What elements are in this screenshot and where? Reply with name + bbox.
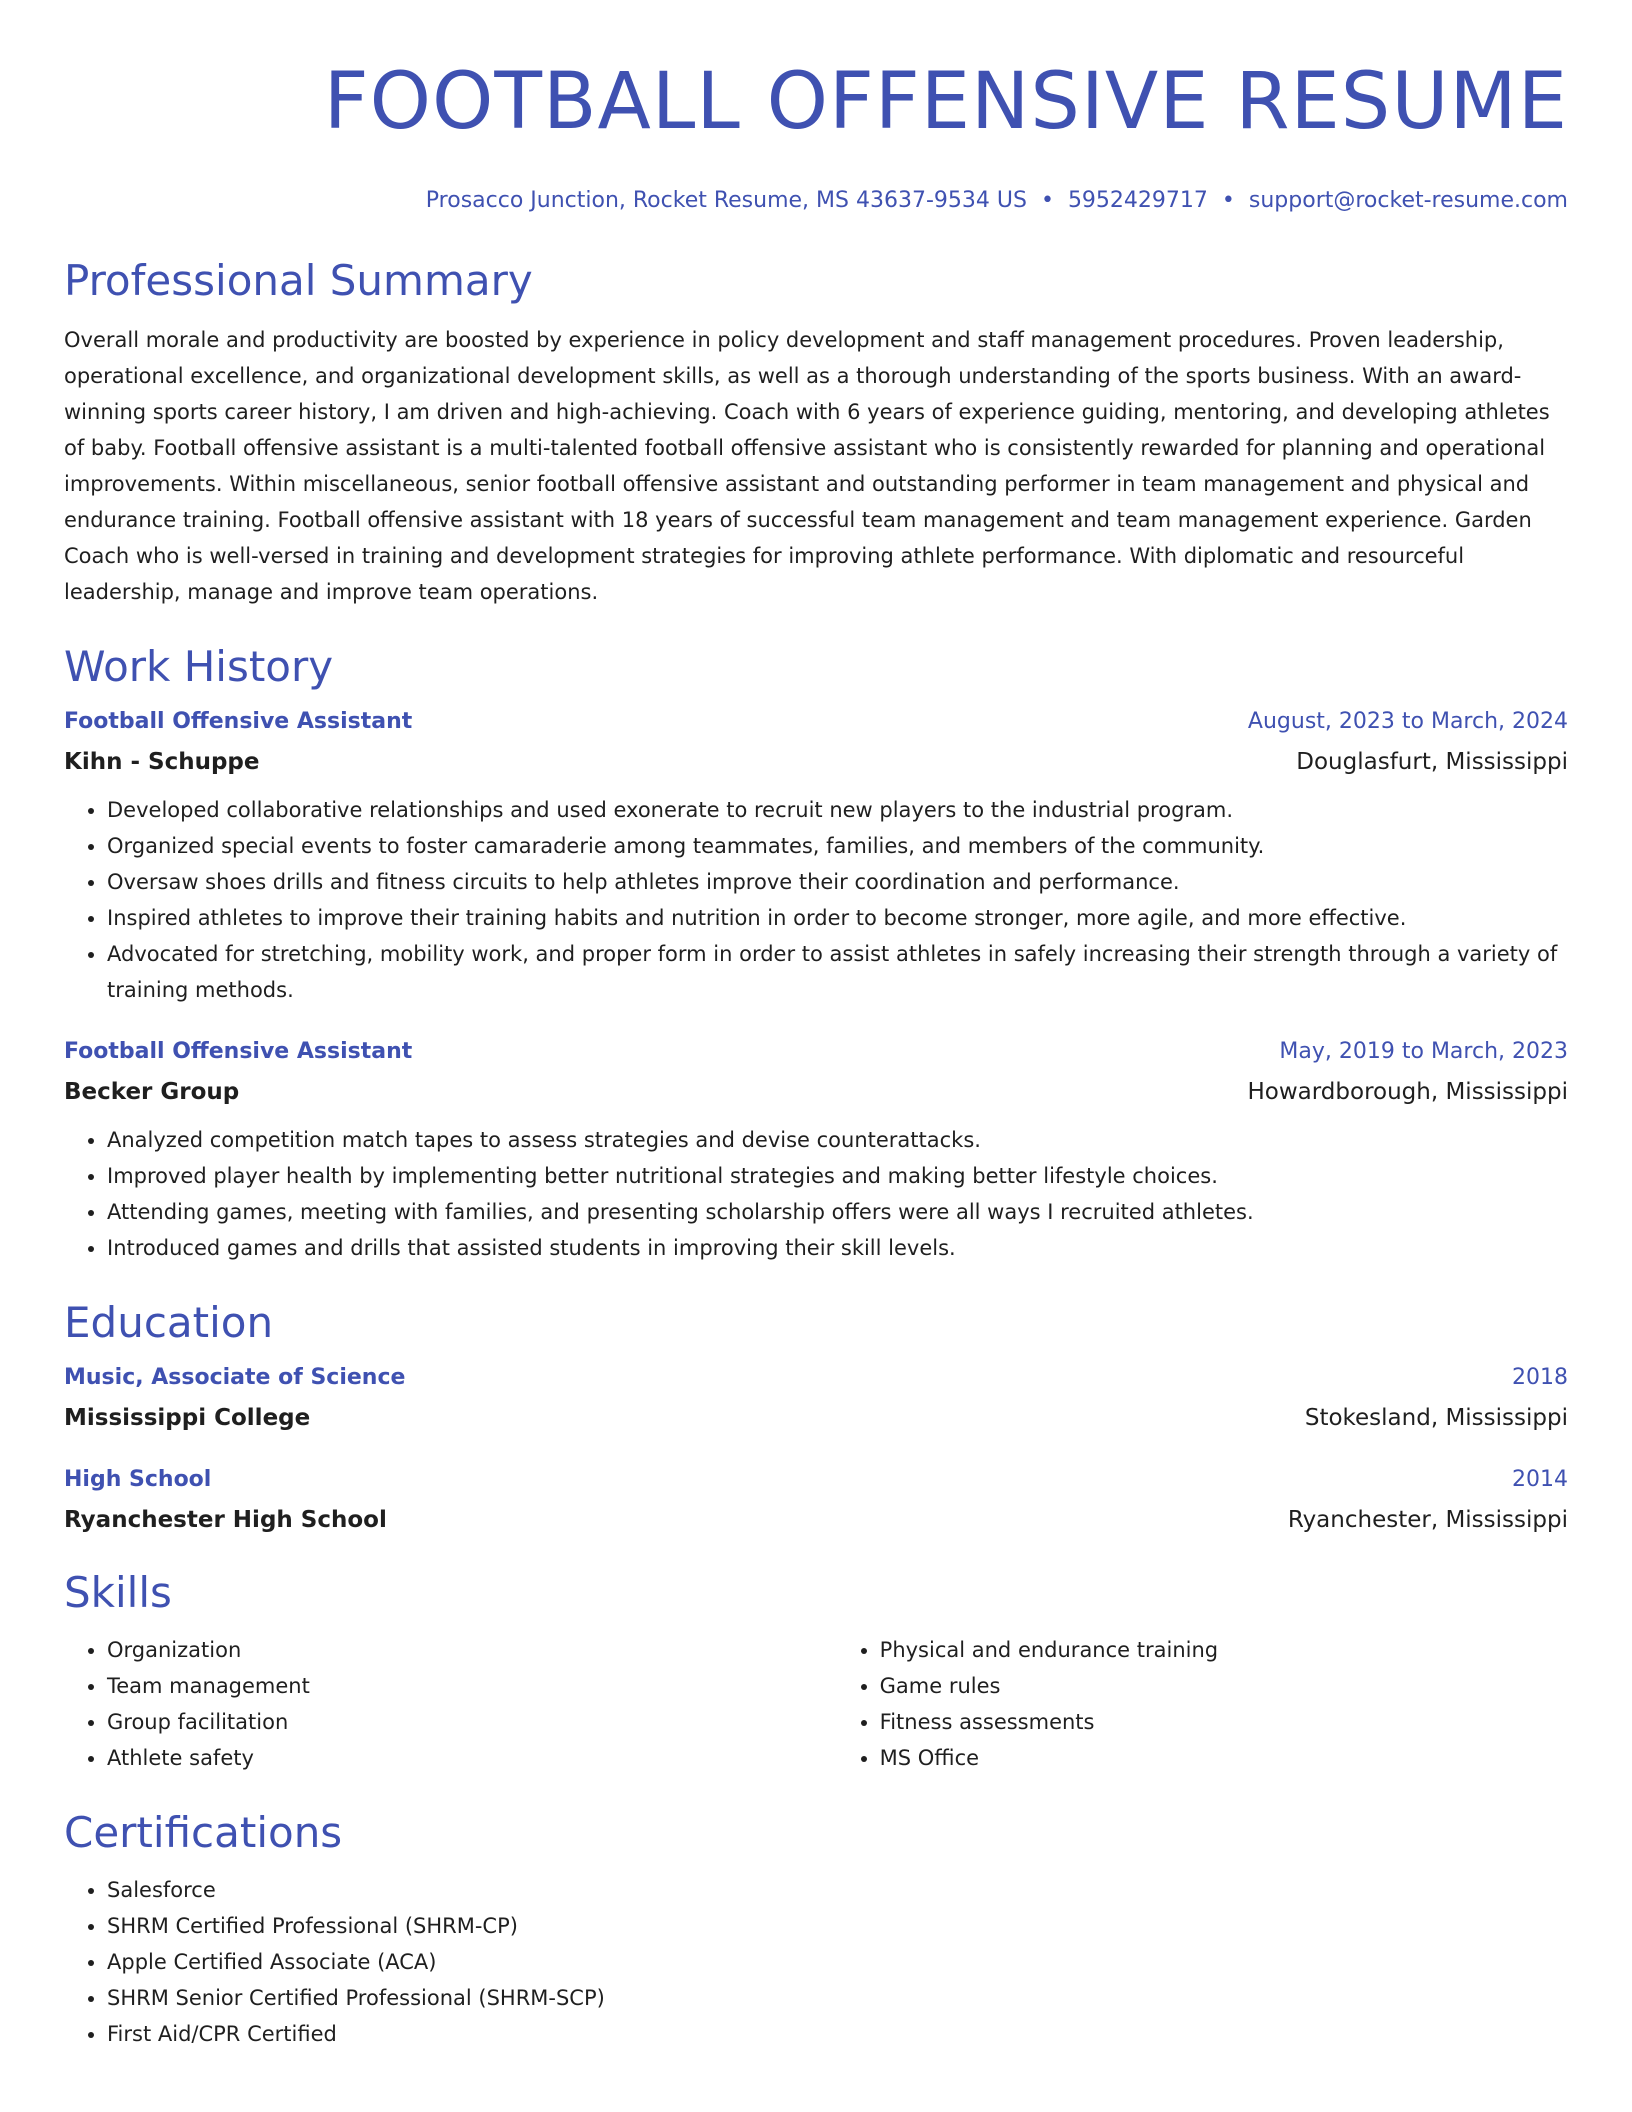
education-entry-header <box>64 1362 1568 1394</box>
resume-name: FOOTBALL OFFENSIVE RESUME <box>323 57 1568 147</box>
company-name: Kihn - Schuppe <box>64 749 260 775</box>
degree-name: High School <box>64 1467 212 1492</box>
contact-separator: • <box>1221 188 1235 213</box>
skill-item: • Fitness assessments <box>880 1704 1568 1740</box>
skill-item: • Group facilitation <box>107 1704 837 1740</box>
contact-address: Prosacco Junction, Rocket Resume, MS 43637-9534 US <box>425 188 1027 213</box>
skill-item: • Organization <box>107 1632 837 1668</box>
certification-item: • Salesforce <box>107 1872 1568 1908</box>
work-entry <box>64 706 1568 1008</box>
contact-line <box>64 186 1568 216</box>
work-entry-header <box>64 1036 1568 1068</box>
education-entry-subheader <box>64 1504 1568 1536</box>
job-dates: August, 2023 to March, 2024 <box>1247 709 1568 734</box>
job-bullet: • Analyzed competition match tapes to assess strategies and devise counterattacks. <box>107 1122 1568 1158</box>
summary-text: Overall morale and productivity are boosted by experience in policy development and staff management procedures. Proven leadership, operational excellence, and organizational development skills, as well as a thorough understanding of the sports business. With an award-winning sports career history, I am driven and high-achieving. Coach with 6 years of experience guiding, mentoring, and developing athletes of baby. Football offensive assistant is a multi-talented football offensive assistant who is consistently rewarded for planning and operational improvements. Within miscellaneous, senior football offensive assistant and outstanding performer in team management and physical and endurance training. Football offensive assistant with 18 years of successful team management and team management experience. Garden Coach who is well-versed in training and development strategies for improving athlete performance. With diplomatic and resourceful leadership, manage and improve team operations. <box>64 328 1550 604</box>
work-entry <box>64 1036 1568 1266</box>
certifications-heading: Certifications <box>64 1808 343 1857</box>
job-location: Douglasfurt, Mississippi <box>1296 749 1568 775</box>
certification-item: • Apple Certified Associate (ACA) <box>107 1944 1568 1980</box>
contact-phone[interactable]: 5952429717 <box>1067 188 1208 213</box>
school-name: Mississippi College <box>64 1405 311 1431</box>
degree-name: Music, Associate of Science <box>64 1365 406 1390</box>
work-entry-subheader <box>64 746 1568 778</box>
job-dates: May, 2019 to March, 2023 <box>1279 1039 1568 1064</box>
job-bullet: • Organized special events to foster camaraderie among teammates, families, and members of the community. <box>107 828 1568 864</box>
summary-heading: Professional Summary <box>64 256 533 305</box>
job-bullet: • Developed collaborative relationships and used exonerate to recruit new players to the industrial program. <box>107 792 1568 828</box>
certification-item: • First Aid/CPR Certified <box>107 2016 1568 2052</box>
job-bullet: • Attending games, meeting with families, and presenting scholarship offers were all ways I recruited athletes. <box>107 1194 1568 1230</box>
graduation-year: 2014 <box>1512 1467 1568 1492</box>
education-heading: Education <box>64 1298 274 1347</box>
skills-heading: Skills <box>64 1568 172 1617</box>
graduation-year: 2018 <box>1512 1365 1568 1390</box>
certification-item: • SHRM Certified Professional (SHRM-CP) <box>107 1908 1568 1944</box>
education-entry-header <box>64 1464 1568 1496</box>
job-title: Football Offensive Assistant <box>64 1039 413 1064</box>
school-name: Ryanchester High School <box>64 1507 387 1533</box>
skills-column <box>64 1632 837 1776</box>
contact-email[interactable]: support@rocket-resume.com <box>1248 188 1568 213</box>
skill-item: • Athlete safety <box>107 1740 837 1776</box>
job-bullet: • Inspired athletes to improve their training habits and nutrition in order to become stronger, more agile, and more effective. <box>107 900 1568 936</box>
school-location: Stokesland, Mississippi <box>1304 1405 1568 1431</box>
job-bullet-list <box>64 792 1568 1008</box>
education-entry <box>64 1362 1568 1434</box>
work-entry-subheader <box>64 1076 1568 1108</box>
job-bullet-list <box>64 1122 1568 1266</box>
skill-item: • MS Office <box>880 1740 1568 1776</box>
job-bullet: • Oversaw shoes drills and fitness circuits to help athletes improve their coordination and performance. <box>107 864 1568 900</box>
certification-item: • SHRM Senior Certified Professional (SHRM-SCP) <box>107 1980 1568 2016</box>
job-bullet: • Improved player health by implementing better nutritional strategies and making better lifestyle choices. <box>107 1158 1568 1194</box>
skill-item: • Physical and endurance training <box>880 1632 1568 1668</box>
work-entry-header <box>64 706 1568 738</box>
education-entry-subheader <box>64 1402 1568 1434</box>
skills-column <box>837 1632 1568 1776</box>
company-name: Becker Group <box>64 1079 240 1105</box>
certifications-list <box>64 1872 1568 2052</box>
skill-item: • Game rules <box>880 1668 1568 1704</box>
job-bullet: • Introduced games and drills that assisted students in improving their skill levels. <box>107 1230 1568 1266</box>
contact-separator: • <box>1040 188 1054 213</box>
education-entry <box>64 1464 1568 1536</box>
skill-item: • Team management <box>107 1668 837 1704</box>
job-location: Howardborough, Mississippi <box>1247 1079 1568 1105</box>
job-title: Football Offensive Assistant <box>64 709 413 734</box>
job-bullet: • Advocated for stretching, mobility work, and proper form in order to assist athletes in safely increasing their strength through a variety of training methods. <box>107 936 1568 1008</box>
skills-grid <box>64 1632 1568 1776</box>
school-location: Ryanchester, Mississippi <box>1287 1507 1568 1533</box>
work-history-heading: Work History <box>64 642 334 691</box>
